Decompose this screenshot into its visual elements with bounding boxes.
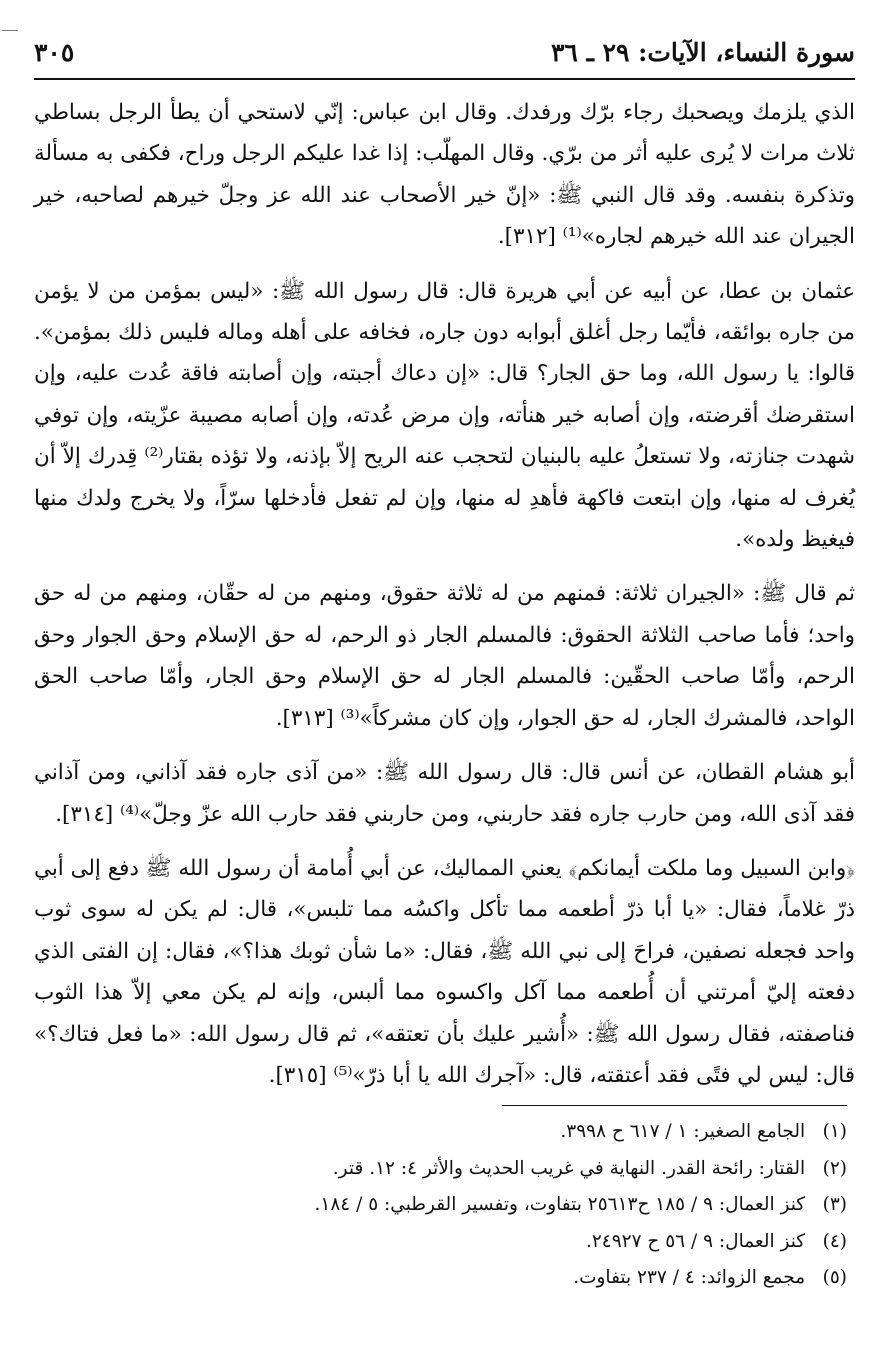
paragraph-5: ﴿وابن السبيل وما ملكت أيمانكم﴾ يعني المماليك، عن أبي أُمامة أن رسول الله ﷺ دفع إلى أبي ذرّ غلاماً، فقال: «يا أبا ذرّ أطعمه مما تأكل واكسُه مما تلبس»، قال: لم يكن له سوى ثوب واحد فجعله نصفين، فراحَ إلى نبي الله ﷺ، فقال: «ما شأن ثوبك هذا؟»، فقال: إن الفتى الذي دفعته إليّ أمرتني أن أُطعمه مما آكل واكسوه مما ألبس، وإنه لم يكن معي إلاّ هذا الثوب فناصفته، فقال رسول الله ﷺ: «أُشير عليك بأن تعتقه»، ثم قال رسول الله: «ما فعل فتاك؟» قال: ليس لي فتًى فقد أعتقته، قال: «آجرك الله يا أبا ذرّ»⁽⁵⁾ [٣١٥]. [34, 855, 855, 1088]
footnote-marker: (٥) [822, 1267, 847, 1289]
paragraph-3: ثم قال ﷺ: «الجيران ثلاثة: فمنهم من له ثلاثة حقوق، ومنهم من له حقّان، ومنهم من له حق واحد؛ فأما صاحب الثلاثة الحقوق: فالمسلم الجار ذو الرحم، له حق الإسلام وحق الجوار وحق الرحم، وأمّا صاحب الحقّين: فالمسلم الجار له حق الإسلام وحق الجار، وأمّا صاحب الحق الواحد، فالمشرك الجار، له حق الجوار، وإن كان مشركاً»⁽³⁾ [٣١٣]. [34, 581, 855, 731]
paragraph-1: الذي يلزمك ويصحبك رجاء برّك ورفدك. وقال ابن عباس: إنّي لاستحي أن يطأ الرجل بساطي ثلاث مرات لا يُرى عليه أثر من برّي. وقال المهلّب: إذا غدا عليكم الرجل وراح، فكفى به مسألة وتذكرة بنفسه. وقد قال النبي ﷺ: «إنّ خير الأصحاب عند الله عز وجلّ خيرهم لصاحبه، خير الجيران عند الله خيرهم لجاره»⁽¹⁾ [٣١٢]. [34, 100, 855, 250]
footnote-text: القتار: رائحة القدر. النهاية في غريب الحديث والأثر ٤: ١٢. قتر. [332, 1157, 806, 1179]
footnote-5 [34, 1260, 847, 1297]
footnote-marker: (١) [822, 1121, 847, 1142]
footnote-text: الجامع الصغير: ١ / ٦١٧ ح ٣٩٩٨. [560, 1121, 806, 1142]
footnote-marker: (٤) [822, 1230, 847, 1252]
main-text [34, 92, 855, 1109]
footnote-4 [34, 1224, 847, 1261]
footnote-text: مجمع الزوائد: ٤ / ٢٣٧ بتفاوت. [573, 1267, 806, 1289]
footnote-2 [34, 1151, 847, 1188]
scan-mark [2, 30, 18, 31]
page-header [34, 38, 855, 78]
paragraph-4: أبو هشام القطان، عن أنس قال: قال رسول الله ﷺ: «من آذى جاره فقد آذاني، ومن آذاني فقد آذى الله، ومن حارب جاره فقد حاربني، ومن حاربني فقد حارب الله عزّ وجلّ»⁽⁴⁾ [٣١٤]. [34, 760, 855, 827]
footnote-3 [34, 1187, 847, 1224]
footnote-marker: (٢) [822, 1157, 847, 1179]
page-number: ٣٠٥ [34, 38, 75, 67]
footnote-rule [502, 1105, 847, 1106]
header-rule [34, 78, 855, 80]
footnote-text: كنز العمال: ٩ / ١٨٥ ح٢٥٦١٣ بتفاوت، وتفسير القرطبي: ٥ / ١٨٤. [314, 1194, 806, 1216]
footnote-1 [34, 1114, 847, 1151]
footnote-text: كنز العمال: ٩ / ٥٦ ح ٢٤٩٢٧. [585, 1230, 806, 1252]
footnotes [34, 1114, 847, 1297]
paragraph-2: عثمان بن عطا، عن أبيه عن أبي هريرة قال: قال رسول الله ﷺ: «ليس بمؤمن من لا يؤمن من جاره بوائقه، فأيّما رجل أغلق أبوابه دون جاره، فخافه على أهله وماله فليس ذلك بمؤمن». قالوا: يا رسول الله، وما حق الجار؟ قال: «إن دعاك أجبته، وإن أصابته فاقة عُدت عليه، وإن استقرضك أقرضته، وإن أصابه خير هنأته، وإن مرض عُدته، وإن أصابه مصيبة عزّيته، وإن توفي شهدت جنازته، ولا تستعلُ عليه بالبنيان لتحجب عنه الريح إلاّ بإذنه، ولا تؤذه بقتار⁽²⁾ قِدرك إلاّ أن يُغرف له منها، وإن ابتعت فاكهة فأهدِ له منها، وإن لم تفعل فأدخلها سرّاً، ولا يخرج ولدك منها فيغيظ ولده». [34, 278, 855, 553]
footnote-marker: (٣) [822, 1194, 847, 1216]
running-title: سورة النساء، الآيات: ٢٩ ـ ٣٦ [551, 38, 855, 67]
